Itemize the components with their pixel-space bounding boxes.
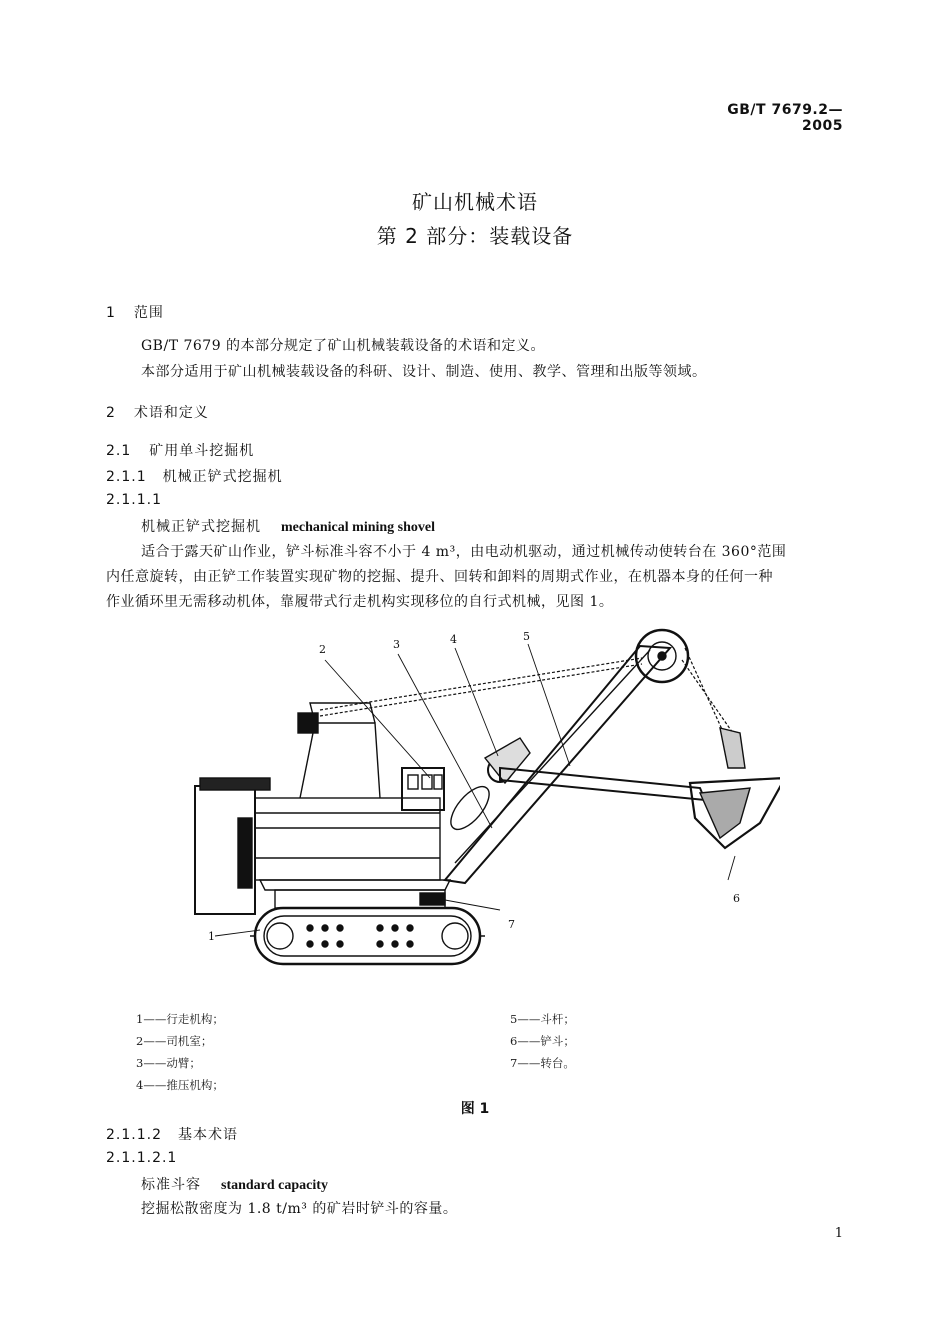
- page-number: 1: [834, 1226, 843, 1241]
- clause-number: 2.1.1.2.1: [106, 1150, 178, 1166]
- figure-caption: 图 1: [460, 1101, 490, 1117]
- dipper-drawing: [690, 728, 780, 848]
- turntable-drawing: [260, 880, 450, 908]
- callout-label: 7: [508, 918, 515, 931]
- machinery-house-drawing: [195, 703, 440, 914]
- section-title: 范围: [133, 305, 164, 321]
- section-number: 2.1.1: [106, 469, 147, 485]
- callout-label: 5: [523, 630, 530, 643]
- section-number: 2.1: [106, 443, 132, 459]
- dipper-stick-drawing: [500, 768, 705, 800]
- clause-number: 2.1.1.1: [106, 492, 162, 508]
- section-title: 基本术语: [177, 1127, 238, 1143]
- term-english: standard capacity: [221, 1178, 328, 1193]
- operator-cab-drawing: [402, 768, 444, 810]
- term-english: mechanical mining shovel: [281, 520, 436, 535]
- section-title: 矿用单斗挖掘机: [149, 443, 255, 459]
- legend-item: 1——行走机构；: [136, 1012, 224, 1026]
- section-title: 术语和定义: [133, 405, 209, 421]
- definition-line: 内任意旋转，由正铲工作装置实现矿物的挖掘、提升、回转和卸料的周期式作业，在机器本身的任何一种: [106, 569, 773, 585]
- term-heading: [141, 1174, 328, 1194]
- legend-item: 2——司机室；: [136, 1034, 213, 1048]
- definition-line: 适合于露天矿山作业，铲斗标准斗容不小于 4 m³，由电动机驱动，通过机械传动使转台在 360°范围: [141, 544, 787, 560]
- crawler-track-drawing: [250, 908, 485, 964]
- subsection-heading: [106, 440, 254, 460]
- section-number: 2: [106, 405, 116, 421]
- legend-item: 6——铲斗；: [510, 1034, 575, 1048]
- legend-item: 3——动臂；: [136, 1056, 201, 1070]
- callout-label: 1: [208, 930, 215, 943]
- callout-label: 2: [319, 643, 326, 656]
- figure-legend-right: [510, 1008, 575, 1074]
- shovel-diagram: [180, 618, 780, 978]
- section-number: 1: [106, 305, 116, 321]
- paragraph: 本部分适用于矿山机械装载设备的科研、设计、制造、使用、教学、管理和出版等领域。: [141, 364, 707, 380]
- subsection-heading: [106, 466, 283, 486]
- paragraph: GB/T 7679 的本部分规定了矿山机械装载设备的术语和定义。: [141, 338, 546, 354]
- legend-item: 4——推压机构；: [136, 1078, 224, 1092]
- callout-label: 6: [733, 892, 740, 905]
- legend-item: 5——斗杆；: [510, 1012, 575, 1026]
- term-chinese: 标准斗容: [141, 1177, 201, 1193]
- document-subtitle: 第 2 部分：装载设备: [376, 224, 574, 248]
- crowd-mechanism-drawing: [444, 738, 530, 836]
- callout-leaders: [215, 644, 735, 936]
- term-chinese: 机械正铲式挖掘机: [141, 519, 261, 535]
- definition-line: 作业循环里无需移动机体，靠履带式行走机构实现移位的自行式机械，见图 1。: [106, 594, 614, 610]
- definition-line: 挖掘松散密度为 1.8 t/m³ 的矿岩时铲斗的容量。: [141, 1201, 458, 1217]
- callout-label: 4: [450, 633, 457, 646]
- term-heading: [141, 516, 435, 536]
- section-1-heading: [106, 302, 164, 322]
- document-title: 矿山机械术语: [412, 190, 538, 214]
- section-2-heading: [106, 402, 209, 422]
- callout-label: 3: [393, 638, 400, 651]
- legend-item: 7——转台。: [510, 1056, 575, 1070]
- figure-legend-left: [136, 1008, 224, 1096]
- standard-number: GB/T 7679.2—2005: [727, 102, 843, 134]
- suspension-ropes-drawing: [320, 648, 735, 736]
- section-title: 机械正铲式挖掘机: [162, 469, 283, 485]
- section-number: 2.1.1.2: [106, 1127, 162, 1143]
- subsection-heading: [106, 1124, 238, 1144]
